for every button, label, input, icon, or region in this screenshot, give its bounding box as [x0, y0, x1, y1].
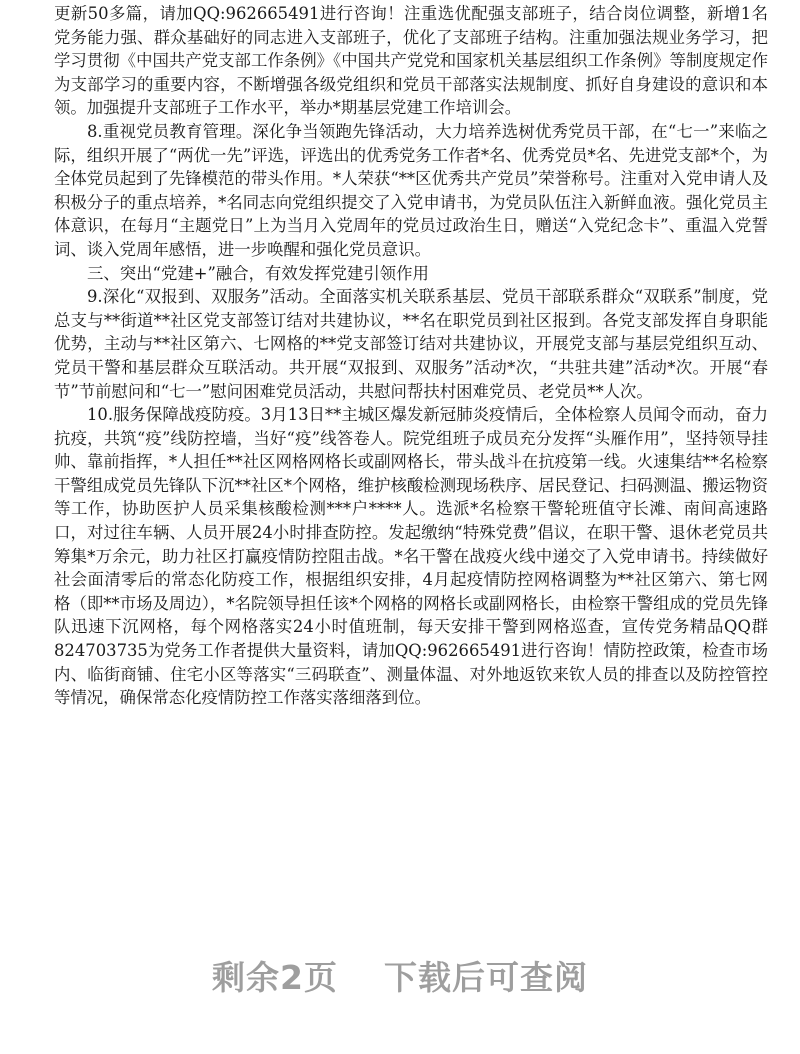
paragraph-item-10: 10.服务保障战疫防疫。3月13日**主城区爆发新冠肺炎疫情后，全体检察人员闻令而动，奋力抗疫，共筑“疫”线防控墙，当好“疫”线答卷人。院党组班子成员充分发挥“头雁作用”，坚持领导挂帅、靠前指挥，*人担任**社区网格网格长或副网格长，带头战斗在抗疫第一线。火速集结**名检察干警组成党员先锋队下沉**社区*个网格，维护核酸检测现场秩序、居民登记、扫码测温、搬运物资等工作，协助医护人员采集核酸检测***户****人。选派*名检察干警轮班值守长滩、南间高速路口，对过往车辆、人员开展24小时排查防控。发起缴纳“特殊党费”倡议，在职干警、退休老党员共筹集*万余元，助力社区打赢疫情防控阻击战。*名干警在战疫火线中递交了入党申请书。持续做好社会面清零后的常态化防疫工作，根据组织安排，4月起疫情防控网格调整为**社区第六、第七网格（即**市场及周边），*名院领导担任该*个网格的网格长或副网格长，由检察干警组成的党员先锋队迅速下沉网格，每个网格落实24小时值班制，每天安排干警到网格巡查，宣传党务精品QQ群824703735为党务工作者提供大量资料，请加QQ:962665491进行咨询！情防控政策，检查市场内、临街商铺、住宅小区等落实“三码联查”、测量体温、对外地返钦来钦人员的排查以及防控管控等情况，确保常态化疫情防控工作落实落细落到位。 — [54, 405, 768, 708]
download-to-view-label: 下载后可查阅 — [383, 958, 588, 997]
document-body — [54, 2, 768, 710]
download-prompt[interactable] — [0, 952, 800, 999]
paragraph-item-9: 9.深化“双报到、双服务”活动。全面落实机关联系基层、党员干部联系群众“双联系”制度，党总支与**街道**社区党支部签订结对共建协议，**名在职党员到社区报到。各党支部发挥自身职能优势，主动与**社区第六、七网格的**党支部签订结对共建协议，开展党支部与基层党组织互动、党员干警和基层群众互联活动。共开展“双报到、双服务”活动*次，“共驻共建”活动*次。开展“春节”节前慰问和“七一”慰问困难党员活动，共慰问帮扶村困难党员、老党员**人次。 — [54, 287, 768, 401]
remaining-pages-label: 剩余2页 — [212, 958, 338, 997]
section-heading-3: 三、突出“党建+”融合，有效发挥党建引领作用 — [87, 263, 429, 283]
paragraph-continuation: 更新50多篇，请加QQ:962665491进行咨询！注重选优配强支部班子，结合岗位调整，新增1名党务能力强、群众基础好的同志进入支部班子，优化了支部班子结构。注重加强法规业务学习，把学习贯彻《中国共产党支部工作条例》《中国共产党党和国家机关基层组织工作条例》等制度规定作为支部学习的重要内容，不断增强各级党组织和党员干部落实法规制度、抓好自身建设的意识和本领。加强提升支部班子工作水平，举办*期基层党建工作培训会。 — [54, 4, 768, 118]
paragraph-item-8: 8.重视党员教育管理。深化争当领跑先锋活动，大力培养选树优秀党员干部，在“七一”来临之际，组织开展了“两优一先”评选，评选出的优秀党务工作者*名、优秀党员*名、先进党支部*个，为全体党员起到了先锋模范的带头作用。*人荣获“**区优秀共产党员”荣誉称号。注重对入党申请人及积极分子的重点培养，*名同志向党组织提交了入党申请书，为党员队伍注入新鲜血液。强化党员主体意识，在每月“主题党日”上为当月入党周年的党员过政治生日，赠送“入党纪念卡”、重温入党誓词、谈入党周年感悟，进一步唤醒和强化党员意识。 — [54, 121, 768, 259]
